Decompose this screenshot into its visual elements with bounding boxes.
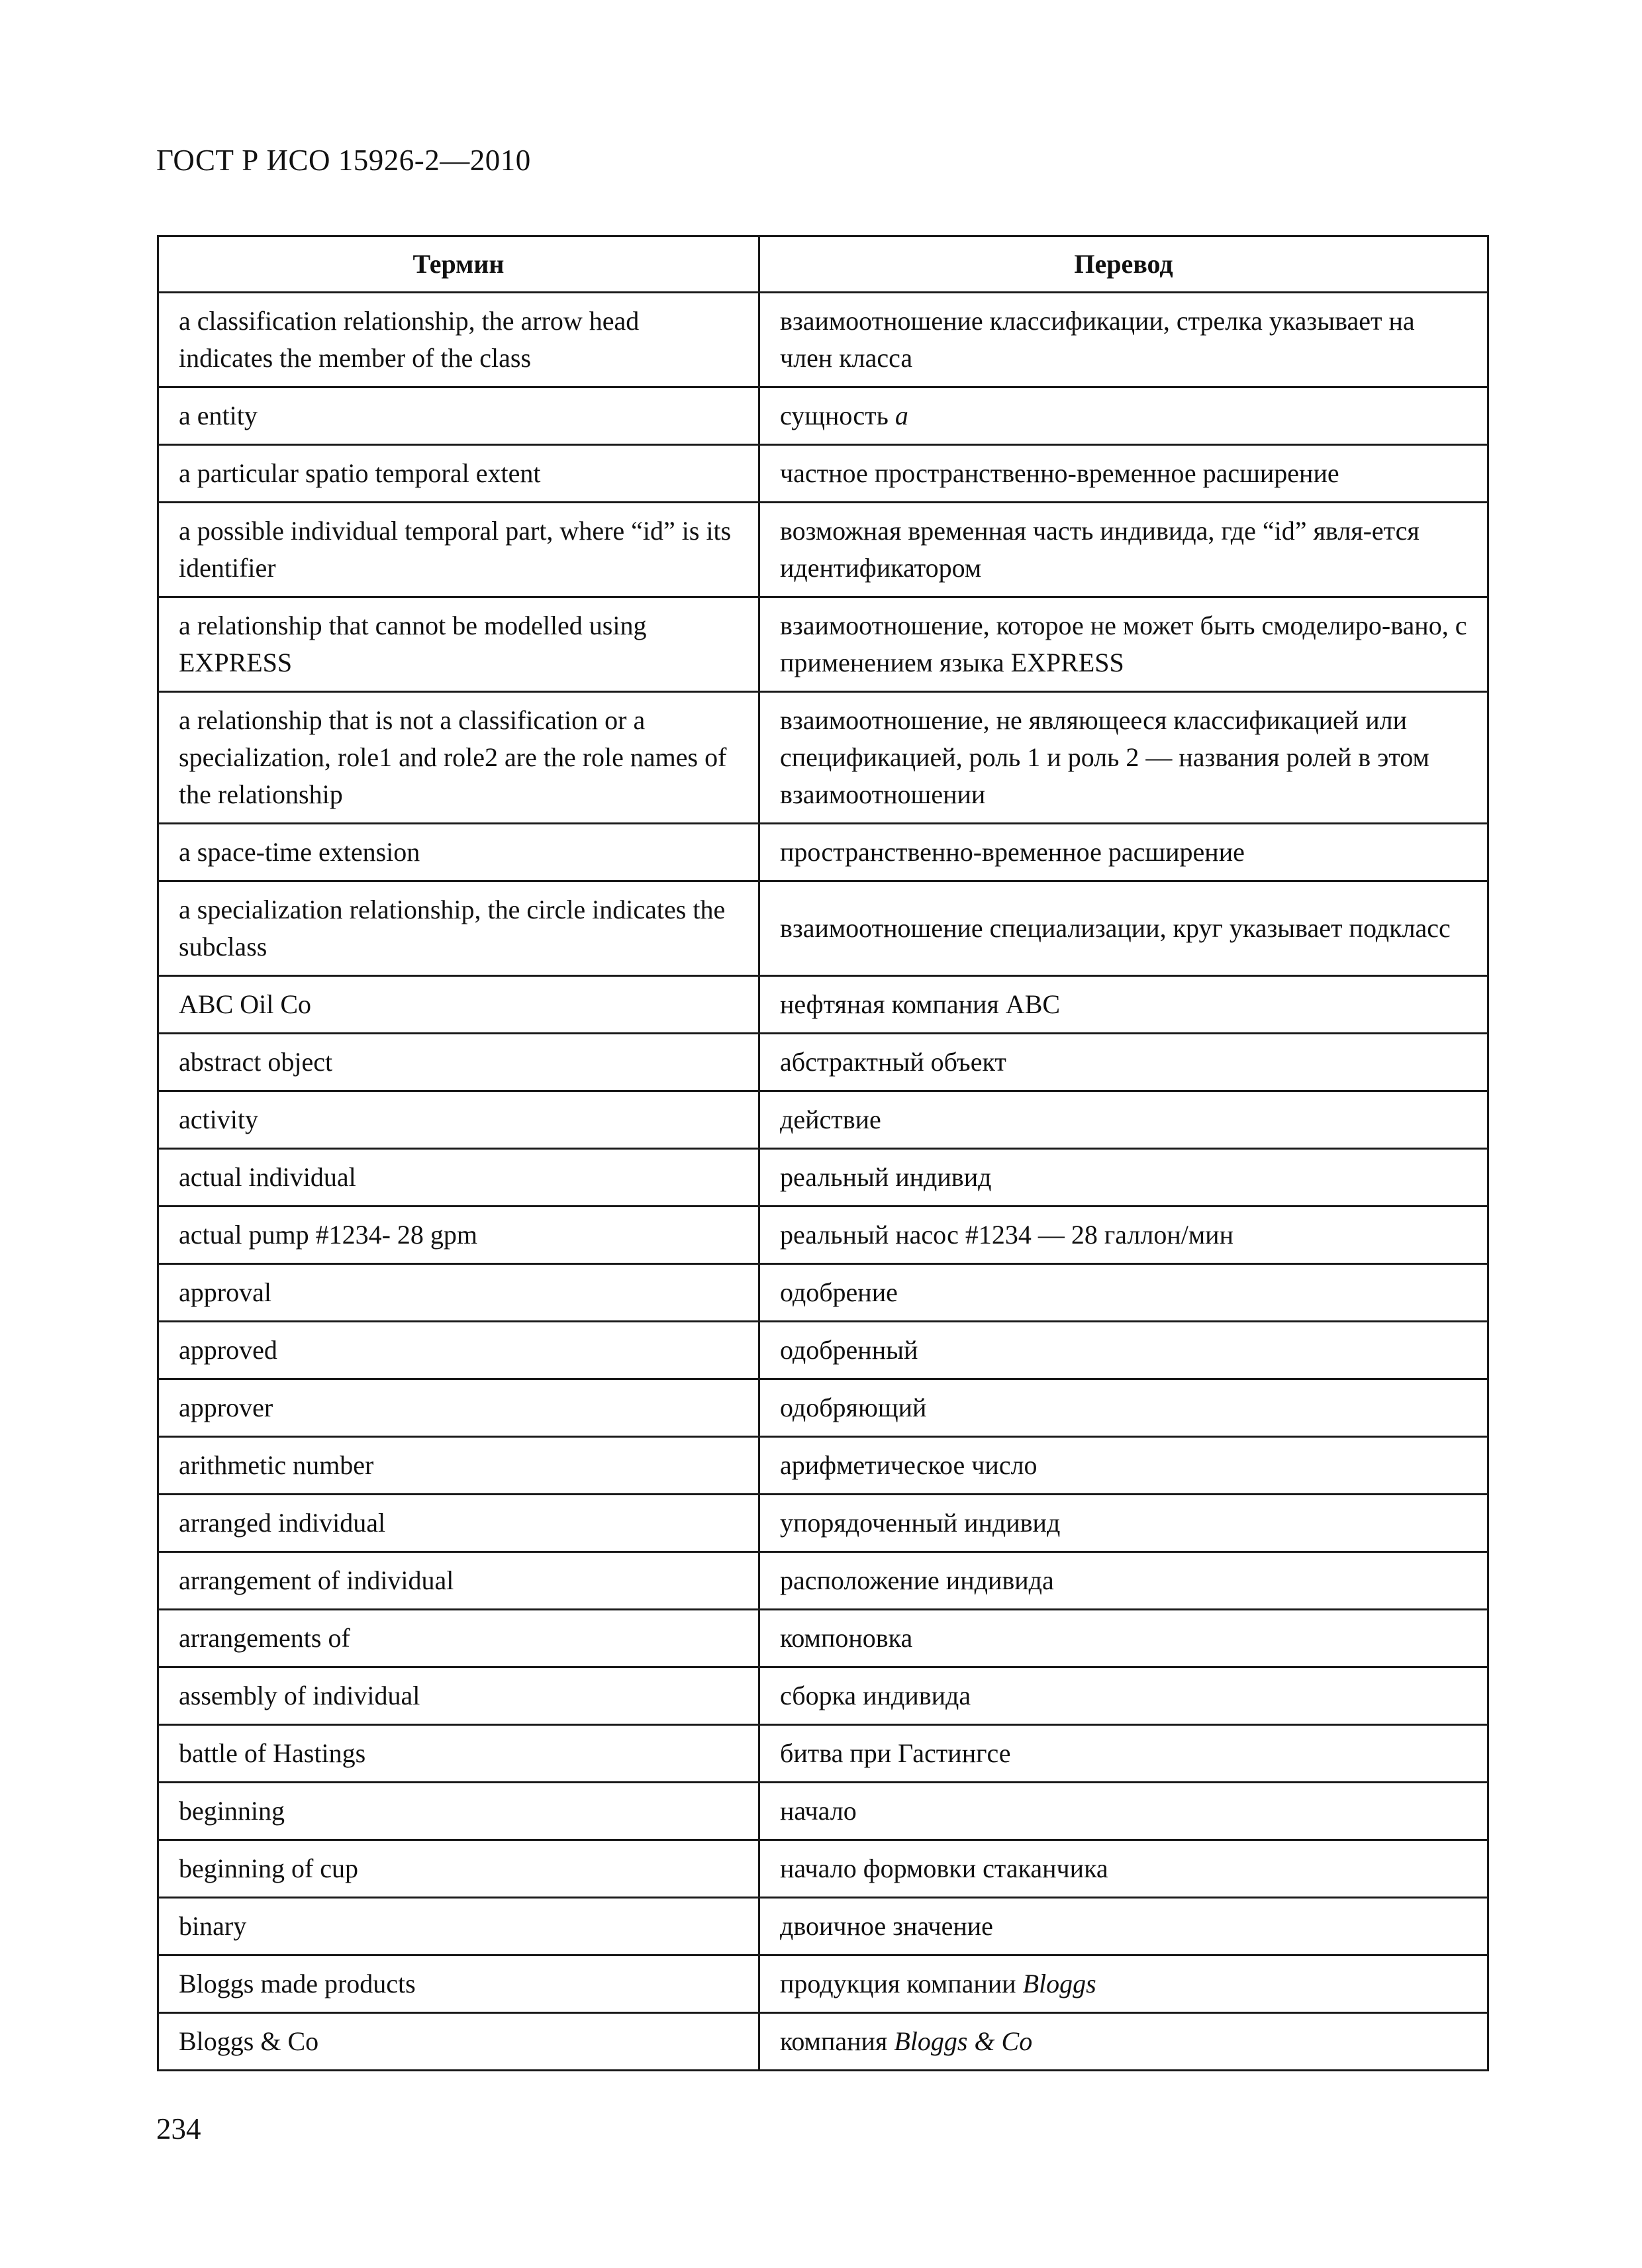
translation-text: сущность bbox=[780, 401, 889, 430]
table-row bbox=[158, 503, 1488, 597]
term-cell: ABC Oil Co bbox=[158, 976, 759, 1034]
table-header-row bbox=[158, 236, 1488, 293]
translation-cell: пространственно-временное расширение bbox=[759, 824, 1488, 881]
table-row bbox=[158, 1437, 1488, 1495]
term-cell: beginning of cup bbox=[158, 1840, 759, 1898]
term-cell: a specialization relationship, the circle indicates the subclass bbox=[158, 881, 759, 976]
table-row bbox=[158, 1783, 1488, 1840]
translation-cell: взаимоотношение специализации, круг указывает подкласс bbox=[759, 881, 1488, 976]
table-row bbox=[158, 976, 1488, 1034]
translation-cell: реальный индивид bbox=[759, 1149, 1488, 1207]
table-row bbox=[158, 1725, 1488, 1783]
translation-cell: одобрение bbox=[759, 1264, 1488, 1322]
term-cell: a relationship that cannot be modelled using EXPRESS bbox=[158, 597, 759, 692]
translation-cell: двоичное значение bbox=[759, 1898, 1488, 1955]
term-cell: approval bbox=[158, 1264, 759, 1322]
term-cell: actual individual bbox=[158, 1149, 759, 1207]
translation-italic-text: a bbox=[894, 401, 908, 430]
table-row bbox=[158, 692, 1488, 824]
translation-cell: одобряющий bbox=[759, 1379, 1488, 1437]
table-row bbox=[158, 1840, 1488, 1898]
term-cell: arranged individual bbox=[158, 1495, 759, 1552]
translation-cell: сборка индивида bbox=[759, 1667, 1488, 1725]
translation-cell: взаимоотношение, не являющееся классификацией или спецификацией, роль 1 и роль 2 — названия ролей в этом взаимоотношении bbox=[759, 692, 1488, 824]
table-row bbox=[158, 1552, 1488, 1610]
table-row bbox=[158, 597, 1488, 692]
translation-cell: реальный насос #1234 — 28 галлон/мин bbox=[759, 1207, 1488, 1264]
term-cell: a relationship that is not a classification or a specialization, role1 and role2 are the role names of the relationship bbox=[158, 692, 759, 824]
table-row bbox=[158, 1034, 1488, 1091]
table-row bbox=[158, 1379, 1488, 1437]
translation-cell: взаимоотношение, которое не может быть смоделиро-вано, с применением языка EXPRESS bbox=[759, 597, 1488, 692]
term-cell: a particular spatio temporal extent bbox=[158, 445, 759, 503]
table-row bbox=[158, 881, 1488, 976]
translation-cell: начало формовки стаканчика bbox=[759, 1840, 1488, 1898]
translation-cell: взаимоотношение классификации, стрелка указывает на член класса bbox=[759, 293, 1488, 387]
translation-cell: абстрактный объект bbox=[759, 1034, 1488, 1091]
translation-cell: начало bbox=[759, 1783, 1488, 1840]
document-header: ГОСТ Р ИСО 15926-2—2010 bbox=[156, 144, 531, 177]
table-row bbox=[158, 293, 1488, 387]
term-cell: a entity bbox=[158, 387, 759, 445]
term-cell: arrangement of individual bbox=[158, 1552, 759, 1610]
translation-cell: компоновка bbox=[759, 1610, 1488, 1667]
translation-text: продукция компании bbox=[780, 1969, 1016, 1998]
table-row bbox=[158, 1667, 1488, 1725]
term-cell: Bloggs made products bbox=[158, 1955, 759, 2013]
column-header-term: Термин bbox=[158, 236, 759, 293]
table-row bbox=[158, 1898, 1488, 1955]
term-cell: abstract object bbox=[158, 1034, 759, 1091]
term-cell: a classification relationship, the arrow head indicates the member of the class bbox=[158, 293, 759, 387]
column-header-translation: Перевод bbox=[759, 236, 1488, 293]
translation-cell: упорядоченный индивид bbox=[759, 1495, 1488, 1552]
translation-cell: возможная временная часть индивида, где “id” явля-ется идентификатором bbox=[759, 503, 1488, 597]
translation-italic-text: Bloggs & Co bbox=[894, 2026, 1033, 2056]
term-cell: activity bbox=[158, 1091, 759, 1149]
term-cell: battle of Hastings bbox=[158, 1725, 759, 1783]
table-row bbox=[158, 1207, 1488, 1264]
term-cell: Bloggs & Co bbox=[158, 2013, 759, 2071]
table-row bbox=[158, 1149, 1488, 1207]
term-cell: actual pump #1234- 28 gpm bbox=[158, 1207, 759, 1264]
glossary-table bbox=[157, 235, 1489, 2071]
translation-cell: одобренный bbox=[759, 1322, 1488, 1379]
page-number: 234 bbox=[156, 2112, 201, 2145]
term-cell: arrangements of bbox=[158, 1610, 759, 1667]
term-cell: beginning bbox=[158, 1783, 759, 1840]
table-row bbox=[158, 1610, 1488, 1667]
term-cell: assembly of individual bbox=[158, 1667, 759, 1725]
term-cell: approved bbox=[158, 1322, 759, 1379]
table-row bbox=[158, 1955, 1488, 2013]
table-row bbox=[158, 2013, 1488, 2071]
table-row bbox=[158, 445, 1488, 503]
table-row bbox=[158, 1264, 1488, 1322]
term-cell: a space-time extension bbox=[158, 824, 759, 881]
term-cell: a possible individual temporal part, where “id” is its identifier bbox=[158, 503, 759, 597]
table-row bbox=[158, 1495, 1488, 1552]
translation-cell: арифметическое число bbox=[759, 1437, 1488, 1495]
term-cell: arithmetic number bbox=[158, 1437, 759, 1495]
translation-cell: нефтяная компания ABC bbox=[759, 976, 1488, 1034]
translation-cell: битва при Гастингсе bbox=[759, 1725, 1488, 1783]
translation-cell bbox=[759, 1955, 1488, 2013]
term-cell: binary bbox=[158, 1898, 759, 1955]
translation-cell bbox=[759, 387, 1488, 445]
translation-cell bbox=[759, 2013, 1488, 2071]
table-row bbox=[158, 1322, 1488, 1379]
translation-italic-text: Bloggs bbox=[1022, 1969, 1096, 1998]
table-row bbox=[158, 387, 1488, 445]
table-row bbox=[158, 824, 1488, 881]
table-row bbox=[158, 1091, 1488, 1149]
translation-text: компания bbox=[780, 2026, 888, 2056]
term-cell: approver bbox=[158, 1379, 759, 1437]
translation-cell: расположение индивида bbox=[759, 1552, 1488, 1610]
translation-cell: действие bbox=[759, 1091, 1488, 1149]
translation-cell: частное пространственно-временное расширение bbox=[759, 445, 1488, 503]
